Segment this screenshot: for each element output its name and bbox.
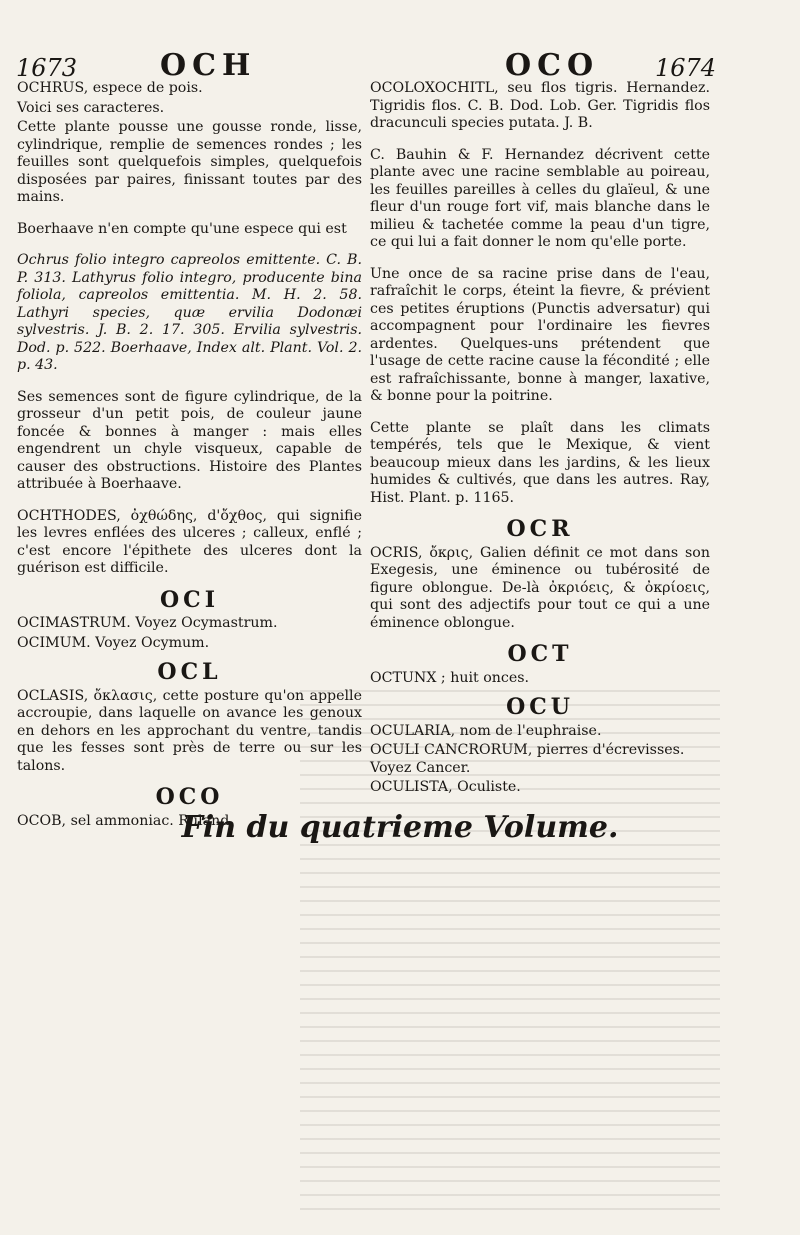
entry-text: Ses semences sont de figure cylindrique, de la grosseur d'un petit pois, de couleur jaune foncée & bonnes à manger : mais elles engendrent un chyle visqueux, capable de causer des obstructions. Histoire des Plantes attribuée à Boerhaave. xyxy=(17,388,362,492)
entry-ocob: OCOB, sel ammoniac. Ruland. xyxy=(17,812,234,829)
section-heading-oct: OCT xyxy=(507,641,573,667)
entry-text: Cette plante pousse une gousse ronde, lisse, cylindrique, remplie de semences rondes ; les feuilles sont quelquefois simples, quelquefois disposées par paires, finissant toutes par des mains. xyxy=(17,119,362,205)
entry-ochthodes: OCHTHODES, ὀχθώδης, d'ὄχθος, qui signifie les levres enflées des ulceres ; calleux, enflé ; c'est encore l'épithete des ulceres dont la guérison est difficile. xyxy=(17,507,362,576)
entry-text: C. Bauhin & F. Hernandez décrivent cette plante avec une racine semblable au poireau, les feuilles pareilles à celles du glaïeul, & une fleur d'un rouge fort vif, mais blanche dans le milieu & tachetée comme la peau d'un tigre, ce qui lui a fait donner le nom qu'elle porte. xyxy=(370,146,710,250)
entry-ocimum: OCIMUM. Voyez Ocymum. xyxy=(17,634,210,651)
entry-octunx: OCTUNX ; huit onces. xyxy=(370,669,530,686)
entry-ocimastrum: OCIMASTRUM. Voyez Ocymastrum. xyxy=(17,615,278,631)
entry-text: Cette plante se plaît dans les climats tempérés, tels que le Mexique, & vient beaucoup mieux dans les jardins, & les lieux humides & cultivés, que dans les autres. Ray, Hist. Plant. p. 1165. xyxy=(370,419,710,506)
section-heading-oci: OCI xyxy=(160,586,219,613)
left-running-head: OCH xyxy=(160,48,257,83)
left-page-number: 1673 xyxy=(16,54,78,82)
right-page-number: 1674 xyxy=(655,54,717,82)
entry-text: Boerhaave n'en compte qu'une espece qui est xyxy=(17,220,347,237)
right-column xyxy=(370,80,710,799)
entry-oculista: OCULISTA, Oculiste. xyxy=(370,779,521,795)
entry-text: Une once de sa racine prise dans de l'eau, rafraîchit le corps, éteint la fievre, & prévient ces petites éruptions (Punctis adversatur) qui accompagnent pour l'ordinaire les fievres ardentes. Quelques-uns prétendent que l'usage de cette racine cause la fécondité ; elle est rafraîchissante, bonne à manger, laxative, & bonne pour la poitrine. xyxy=(370,265,710,404)
section-heading-ocr: OCR xyxy=(506,516,574,542)
entry-oculi-cancrorum: OCULI CANCRORUM, pierres d'écrevisses. Voyez Cancer. xyxy=(370,742,685,776)
entry-citation: Ochrus folio integro capreolos emittente. C. B. P. 313. Lathyrus folio integro, producente bina foliola, capreolos emittentia. M. H. 2. 58. Lathyri species, quæ ervilia Dodonæi sylvestris. J. B. 2. 17. 305. Ervilia sylvestris. Dod. p. 522. Boerhaave, Index alt. Plant. Vol. 2. p. 43. xyxy=(17,252,362,373)
section-heading-oco: OCO xyxy=(155,784,224,810)
entry-oclasis: OCLASIS, ὄκλασις, cette posture qu'on appelle accroupie, dans laquelle on avance les genoux en dehors en les approchant du ventre, tandis que les fesses sont près de terre ou sur les talons. xyxy=(17,687,362,774)
entry-ocris: OCRIS, ὄκρις, Galien définit ce mot dans son Exegesis, une éminence ou tubérosité de figure oblongue. De-là ὀκριόεις, & ὀκρίοεις, qui sont des adjectifs pour tout ce qui a une éminence oblongue. xyxy=(370,544,710,631)
entry-ocularia: OCULARIA, nom de l'euphraise. xyxy=(370,722,602,739)
right-running-head: OCO xyxy=(505,48,600,83)
section-heading-ocl: OCL xyxy=(157,659,222,685)
left-column xyxy=(17,80,362,832)
section-heading-ocu: OCU xyxy=(506,694,574,720)
end-of-volume-title: Fin du quatrieme Volume. xyxy=(181,810,619,845)
entry-ochrus: OCHRUS, espece de pois. xyxy=(17,80,203,96)
entry-text: Voici ses caracteres. xyxy=(17,99,165,116)
entry-ocoloxochitl: OCOLOXOCHITL, seu flos tigris. Hernandez. Tigridis flos. C. B. Dod. Lob. Ger. Tigridis flos dracunculi species putata. J. B. xyxy=(370,80,710,131)
